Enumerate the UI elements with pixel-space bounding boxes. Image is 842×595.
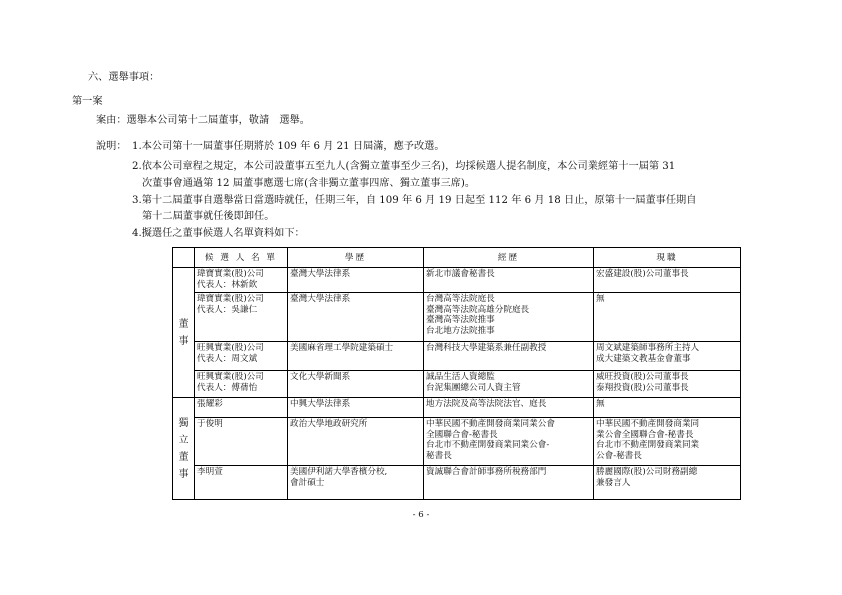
- table-header-row: [173, 248, 741, 268]
- table-row: [173, 466, 741, 500]
- header-education: 學歷: [288, 248, 424, 268]
- table-row: [173, 268, 741, 293]
- cell-name: 旺興實業(股)公司 代表人：周文斌: [195, 342, 288, 371]
- header-position: 現職: [594, 248, 741, 268]
- cell-position: 無: [594, 293, 741, 342]
- table-row: [173, 398, 741, 418]
- page-number: - 6 -: [412, 510, 430, 520]
- header-group-blank: [173, 248, 195, 268]
- cell-position: 威旺投資(股)公司董事長 泰翔投資(股)公司董事長: [594, 371, 741, 398]
- case-subject: 案由：選舉本公司第十二屆董事，敬請 選舉。: [96, 115, 310, 126]
- cell-education: 政治大學地政研究所: [288, 418, 424, 466]
- table-row: [173, 371, 741, 398]
- header-candidate: 候 選 人 名 單: [195, 248, 288, 268]
- table-row: [173, 418, 741, 466]
- cell-education: 文化大學新聞系: [288, 371, 424, 398]
- cell-experience: 台灣科技大學建築系兼任副教授: [424, 342, 594, 371]
- cell-position: 中華民國不動產開發商業同 業公會全國聯合會-秘書長 台北市不動產開發商業同業 公會-秘書長: [594, 418, 741, 466]
- explanation-item-2-line-1: 2.依本公司章程之規定，本公司設董事五至九人(含獨立董事至少三名)，均採候選人提名制度，本公司業經第十一屆第 31: [132, 161, 676, 172]
- cell-position: 周文斌建築師事務所主持人 成大建築文教基金會董事: [594, 342, 741, 371]
- explanation-item-2-line-2: 次董事會通過第 12 屆董事應選七席(含非獨立董事四席、獨立董事三席)。: [142, 178, 476, 189]
- cell-name: 張耀彩: [195, 398, 288, 418]
- case-heading: 第一案: [72, 96, 103, 107]
- cell-name: 瑋寶實業(股)公司 代表人：吳謙仁: [195, 293, 288, 342]
- cell-experience: 中華民國不動產開發商業同業公會 全國聯合會-秘書長 台北市不動產開發商業同業公會- 秘書長: [424, 418, 594, 466]
- table-row: [173, 293, 741, 342]
- cell-name: 于俊明: [195, 418, 288, 466]
- cell-position: 勝麗國際(股)公司財務副總 兼發言人: [594, 466, 741, 500]
- table-row: [173, 342, 741, 371]
- cell-experience: 地方法院及高等法院法官、庭長: [424, 398, 594, 418]
- cell-name: 瑋寶實業(股)公司 代表人：林新欽: [195, 268, 288, 293]
- cell-education: 美國麻省理工學院建築碩士: [288, 342, 424, 371]
- cell-position: 無: [594, 398, 741, 418]
- cell-name: 李明萱: [195, 466, 288, 500]
- header-experience: 經歷: [424, 248, 594, 268]
- cell-education: 臺灣大學法律系: [288, 293, 424, 342]
- explanation-item-3-line-1: 3.第十二屆董事自選舉當日當選時就任，任期三年，自 109 年 6 月 19 日起至 112 年 6 月 18 日止，原第十一屆董事任期自: [132, 195, 697, 206]
- cell-name: 旺興實業(股)公司 代表人：傅蒨怡: [195, 371, 288, 398]
- explanation-label: 說明：: [96, 141, 127, 152]
- explanation-item-4: 4.擬選任之董事候選人名單資料如下：: [132, 228, 305, 239]
- section-heading: 六、選舉事項：: [88, 72, 160, 83]
- cell-experience: 誠品生活人資總監 台泥集團總公司人資主管: [424, 371, 594, 398]
- cell-experience: 台灣高等法院庭長 臺灣高等法院高雄分院庭長 臺灣高等法院推事 台北地方法院推事: [424, 293, 594, 342]
- candidate-table: [172, 247, 741, 500]
- cell-education: 中興大學法律系: [288, 398, 424, 418]
- group-label-independent-directors: 獨立董事: [173, 398, 195, 500]
- cell-experience: 資誠聯合會計師事務所稅務部門: [424, 466, 594, 500]
- cell-education: 臺灣大學法律系: [288, 268, 424, 293]
- group-label-directors: 董事: [173, 268, 195, 398]
- explanation-item-1: 1.本公司第十一屆董事任期將於 109 年 6 月 21 日屆滿，應予改選。: [132, 141, 445, 152]
- cell-experience: 新北市議會秘書長: [424, 268, 594, 293]
- cell-education: 美國伊利諾大學香檳分校, 會計碩士: [288, 466, 424, 500]
- explanation-item-3-line-2: 第十二屆董事就任後即卸任。: [142, 211, 275, 222]
- cell-position: 宏盛建設(股)公司董事長: [594, 268, 741, 293]
